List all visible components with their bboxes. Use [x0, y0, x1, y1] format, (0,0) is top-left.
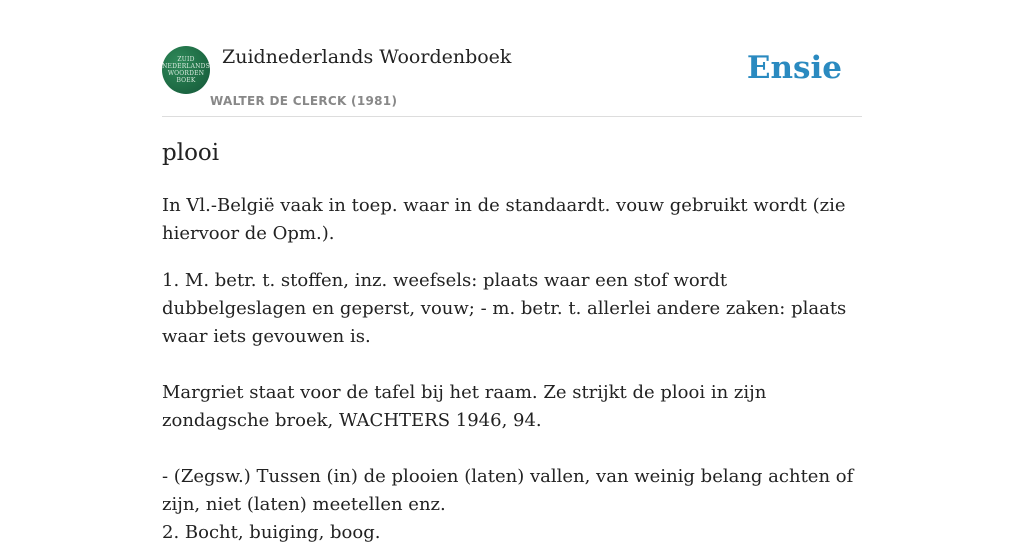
- ensie-logo-link[interactable]: Ensie: [746, 50, 842, 86]
- entry-headword: plooi: [162, 140, 220, 166]
- logo-line: NEDERLANDS: [162, 63, 210, 70]
- logo-line: WOORDEN: [167, 70, 205, 77]
- entry-sense-1: 1. M. betr. t. stoffen, inz. weefsels: plaats waar een stof wordt dubbelgeslagen en geperst, vouw; - m. betr. t. allerlei andere zaken: plaats waar iets gevouwen is.: [162, 270, 847, 347]
- entry-idiom-1: - (Zegsw.) Tussen (in) de plooien (laten) vallen, van weinig belang achten of zijn, niet (laten) meetellen enz.: [162, 466, 854, 515]
- logo-line: ZUID: [177, 56, 195, 63]
- entry-example-1: Margriet staat voor de tafel bij het raam. Ze strijkt de plooi in zijn zondagsche broek, WACHTERS 1946, 94.: [162, 382, 767, 431]
- entry-intro: In Vl.-België vaak in toep. waar in de standaardt. vouw gebruikt wordt (zie hiervoor de Opm.).: [162, 195, 846, 244]
- logo-line: BOEK: [176, 77, 196, 84]
- dictionary-title-link[interactable]: Zuidnederlands Woordenboek: [222, 46, 512, 68]
- page: [162, 0, 862, 543]
- entry-definition: [162, 192, 862, 547]
- dictionary-author: WALTER DE CLERCK (1981): [210, 94, 398, 108]
- dictionary-header: [162, 0, 862, 117]
- entry-sense-2: 2. Bocht, buiging, boog.: [162, 522, 381, 543]
- dictionary-logo[interactable]: [162, 46, 210, 94]
